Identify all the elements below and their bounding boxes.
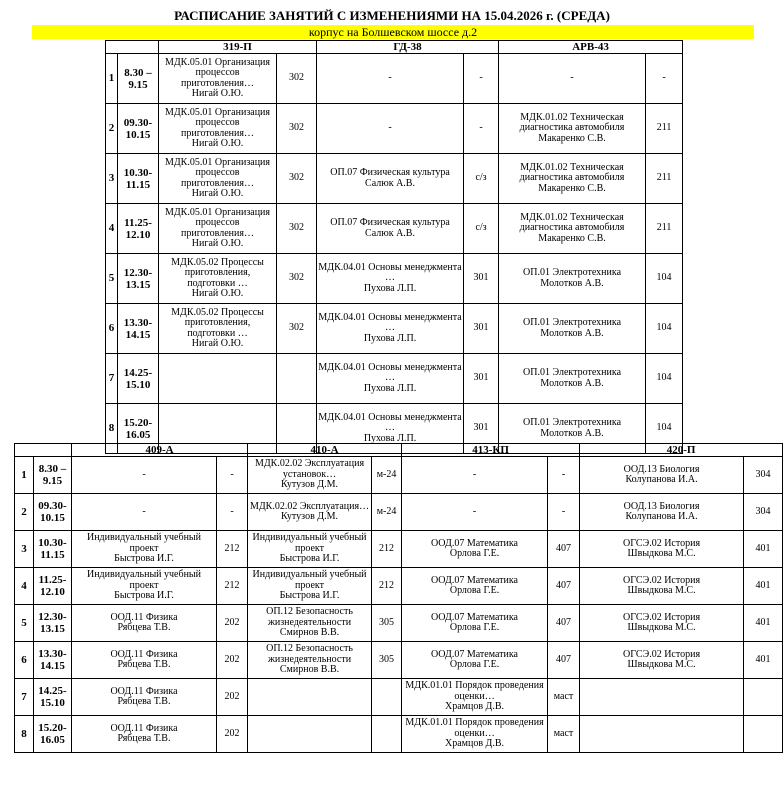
subject-name: МДК.05.01 Организация процессов приготовления… [164, 56, 271, 89]
lesson-number: 7 [15, 679, 34, 716]
table-row [106, 354, 683, 404]
lesson-cell [580, 457, 744, 494]
room-number: 301 [464, 304, 499, 354]
subject-name: МДК.01.01 Порядок проведения оценки… [405, 717, 544, 739]
subject-name: МДК.01.02 Техническая диагностика автомобиля [519, 211, 625, 234]
subject-name: МДК.04.01 Основы менеджмента … [318, 361, 462, 384]
room-number: 304 [744, 457, 783, 494]
room-number [744, 679, 783, 716]
lesson-cell [499, 54, 646, 104]
subject-name: Индивидуальный учебный проект [252, 569, 367, 591]
lesson-number: 5 [106, 254, 118, 304]
room-number: с/з [464, 154, 499, 204]
teacher-name: Храмцов Д.В. [445, 701, 505, 713]
room-number: м-24 [372, 494, 402, 531]
room-number: 401 [744, 568, 783, 605]
subject-name: ОГСЭ.02 История [623, 611, 701, 623]
room-number: 212 [217, 568, 248, 605]
teacher-name: Швыдкова М.С. [627, 622, 696, 633]
room-number: 212 [372, 568, 402, 605]
teacher-name: Орлова Г.Е. [449, 585, 500, 596]
group-header: 413-КП [402, 444, 580, 457]
lesson-cell [580, 531, 744, 568]
table-row [106, 154, 683, 204]
subject-name: ООД.11 Физика [110, 685, 178, 697]
lesson-time: 15.20- 16.05 [34, 716, 72, 753]
lesson-cell [248, 568, 372, 605]
room-number: 302 [277, 54, 317, 104]
subject-name: МДК.05.02 Процессы приготовления, подготовки … [171, 306, 264, 339]
lesson-cell [317, 204, 464, 254]
lesson-number: 8 [15, 716, 34, 753]
lesson-cell [499, 204, 646, 254]
teacher-name: Быстрова И.Г. [279, 590, 340, 602]
lesson-cell [402, 605, 548, 642]
room-number: 301 [464, 254, 499, 304]
room-number: 211 [646, 154, 683, 204]
teacher-name: Нигай О.Ю. [191, 238, 244, 249]
table-row [106, 104, 683, 154]
lesson-time: 11.25- 12.10 [34, 568, 72, 605]
subject-name: МДК.01.02 Техническая диагностика автомобиля [519, 111, 625, 134]
group-header: АРВ-43 [499, 41, 683, 54]
lesson-cell [248, 642, 372, 679]
subject-name: - [142, 505, 146, 517]
table-row [15, 531, 783, 568]
teacher-name: Макаренко С.В. [538, 232, 606, 244]
room-number: 407 [548, 568, 580, 605]
lesson-number: 4 [15, 568, 34, 605]
lesson-cell [248, 605, 372, 642]
lesson-cell [317, 154, 464, 204]
lesson-cell [317, 54, 464, 104]
subject-name: ООД.13 Биология [623, 463, 700, 475]
subject-name: МДК.05.01 Организация процессов приготовления… [164, 106, 271, 139]
table-row [106, 204, 683, 254]
subject-name: ОП.07 Физическая культура [330, 167, 450, 178]
room-number: - [646, 54, 683, 104]
subject-name: Индивидуальный учебный проект [252, 532, 367, 554]
lesson-number: 8 [106, 404, 118, 454]
room-number: 401 [744, 605, 783, 642]
lesson-cell [72, 605, 217, 642]
lesson-cell [159, 204, 277, 254]
teacher-name: Салюк А.В. [365, 227, 415, 239]
lesson-cell [159, 54, 277, 104]
lesson-number: 2 [106, 104, 118, 154]
room-number: 407 [548, 642, 580, 679]
table-row [106, 304, 683, 354]
room-number: 212 [372, 531, 402, 568]
teacher-name: Рябцева Т.В. [117, 622, 171, 633]
teacher-name: Нигай О.Ю. [191, 288, 244, 299]
room-number: 202 [217, 679, 248, 716]
subject-name: ОП.01 Электротехника [523, 317, 622, 328]
room-number: 302 [277, 104, 317, 154]
subject-name: МДК.01.02 Техническая диагностика автомобиля [519, 161, 625, 184]
lesson-cell [580, 642, 744, 679]
teacher-name: Орлова Г.Е. [449, 659, 500, 670]
lesson-cell [580, 679, 744, 716]
lesson-number: 6 [15, 642, 34, 679]
subject-name: - [388, 122, 392, 134]
subject-name: МДК.05.02 Процессы приготовления, подготовки … [171, 256, 264, 289]
subject-name: Индивидуальный учебный проект [86, 532, 202, 554]
table-row [15, 642, 783, 679]
teacher-name: Быстрова И.Г. [114, 590, 174, 602]
lesson-cell [402, 716, 548, 753]
table-header [106, 41, 683, 54]
subject-name: МДК.04.01 Основы менеджмента … [318, 261, 462, 284]
lesson-time: 15.20- 16.05 [118, 404, 159, 454]
room-number: 211 [646, 204, 683, 254]
teacher-name: Нигай О.Ю. [191, 88, 244, 99]
subject-name: - [570, 72, 574, 84]
teacher-name: Кутузов Д.М. [281, 511, 338, 522]
teacher-name: Рябцева Т.В. [117, 696, 171, 707]
table-row [15, 494, 783, 531]
lesson-time: 09.30- 10.15 [34, 494, 72, 531]
subject-name: МДК.05.01 Организация процессов приготовления… [164, 206, 271, 239]
lesson-time: 13.30- 14.15 [118, 304, 159, 354]
room-number: 301 [464, 354, 499, 404]
subject-name: МДК.05.01 Организация процессов приготовления… [164, 156, 271, 189]
room-number: 104 [646, 304, 683, 354]
teacher-name: Нигай О.Ю. [191, 188, 244, 199]
lesson-cell [499, 104, 646, 154]
subject-name: ОП.12 Безопасность жизнедеятельности [266, 643, 353, 665]
room-number: 301 [464, 404, 499, 454]
lesson-cell [317, 254, 464, 304]
lesson-cell [248, 457, 372, 494]
subject-name: ОП.01 Электротехника [523, 367, 622, 378]
lesson-time: 11.25- 12.10 [118, 204, 159, 254]
lesson-time: 8.30 – 9.15 [118, 54, 159, 104]
room-number: 211 [646, 104, 683, 154]
lesson-cell [159, 304, 277, 354]
room-number: 401 [744, 531, 783, 568]
lesson-cell [402, 679, 548, 716]
building-subtitle: корпус на Болшевском шоссе д.2 [32, 25, 754, 39]
teacher-name: Молотков А.В. [540, 277, 604, 289]
lesson-cell [248, 679, 372, 716]
subject-name: ООД.07 Математика [431, 574, 518, 586]
lesson-cell [159, 354, 277, 404]
lesson-cell [499, 354, 646, 404]
teacher-name: Нигай О.Ю. [191, 138, 244, 149]
room-number: 302 [277, 204, 317, 254]
room-number: с/з [464, 204, 499, 254]
subject-name: Индивидуальный учебный проект [86, 569, 202, 591]
room-number: 305 [372, 642, 402, 679]
teacher-name: Молотков А.В. [540, 427, 604, 439]
lesson-cell [402, 642, 548, 679]
group-header: 410-А [248, 444, 402, 457]
lesson-time: 12.30- 13.15 [118, 254, 159, 304]
lesson-cell [402, 531, 548, 568]
lesson-cell [248, 494, 372, 531]
room-number: 304 [744, 494, 783, 531]
teacher-name: Пухова Л.П. [363, 332, 417, 344]
room-number: 305 [372, 605, 402, 642]
lesson-cell [248, 716, 372, 753]
room-number: 302 [277, 304, 317, 354]
room-number: 302 [277, 154, 317, 204]
room-number: 202 [217, 716, 248, 753]
lesson-cell [402, 494, 548, 531]
subject-name: МДК.01.01 Порядок проведения оценки… [405, 680, 544, 702]
table-row [15, 679, 783, 716]
subject-name: ООД.07 Математика [431, 537, 518, 549]
group-header: 319-П [159, 41, 317, 54]
group-header: 409-А [72, 444, 248, 457]
teacher-name: Колупанова И.А. [625, 511, 698, 522]
table-row [15, 716, 783, 753]
lesson-cell [580, 605, 744, 642]
lesson-cell [72, 642, 217, 679]
lesson-time: 8.30 – 9.15 [34, 457, 72, 494]
room-number: 212 [217, 531, 248, 568]
lesson-cell [159, 154, 277, 204]
group-header: ГД-38 [317, 41, 499, 54]
teacher-name: Пухова Л.П. [363, 432, 417, 444]
subject-name: ООД.11 Физика [110, 722, 178, 734]
subject-name: - [472, 468, 477, 480]
teacher-name: Швыдкова М.С. [627, 585, 696, 596]
room-number: 407 [548, 605, 580, 642]
teacher-name: Орлова Г.Е. [449, 548, 500, 559]
subject-name: - [142, 468, 146, 480]
teacher-name: Быстрова И.Г. [279, 553, 340, 565]
lesson-cell [72, 531, 217, 568]
lesson-number: 6 [106, 304, 118, 354]
lesson-time: 12.30- 13.15 [34, 605, 72, 642]
room-number: - [217, 494, 248, 531]
teacher-name: Смирнов В.В. [279, 627, 340, 639]
table-header [15, 444, 783, 457]
lesson-cell [72, 679, 217, 716]
lesson-number: 3 [15, 531, 34, 568]
subject-name: МДК.04.01 Основы менеджмента … [318, 311, 462, 334]
teacher-name: Рябцева Т.В. [117, 659, 171, 670]
lesson-cell [317, 304, 464, 354]
lesson-cell [499, 254, 646, 304]
subject-name: ОП.12 Безопасность жизнедеятельности [266, 606, 353, 628]
lesson-cell [72, 568, 217, 605]
teacher-name: Молотков А.В. [540, 377, 604, 389]
lesson-cell [580, 494, 744, 531]
subject-name: ОГСЭ.02 История [623, 537, 701, 549]
teacher-name: Пухова Л.П. [363, 382, 417, 394]
room-number: маст [548, 716, 580, 753]
teacher-name: Смирнов В.В. [279, 664, 340, 676]
room-number: 104 [646, 404, 683, 454]
lesson-cell [159, 104, 277, 154]
subject-name: ОП.07 Физическая культура [330, 217, 450, 228]
teacher-name: Храмцов Д.В. [445, 738, 505, 750]
room-number: - [548, 457, 580, 494]
lesson-cell [402, 457, 548, 494]
lesson-number: 7 [106, 354, 118, 404]
group-header: 420-П [580, 444, 783, 457]
room-number [372, 716, 402, 753]
lesson-time: 10.30- 11.15 [118, 154, 159, 204]
teacher-name: Пухова Л.П. [363, 282, 417, 294]
room-number: 104 [646, 254, 683, 304]
teacher-name: Макаренко С.В. [538, 182, 606, 194]
subject-name: - [472, 505, 477, 517]
lesson-time: 09.30- 10.15 [118, 104, 159, 154]
subject-name: ООД.11 Физика [110, 611, 178, 623]
table-row [106, 254, 683, 304]
teacher-name: Быстрова И.Г. [114, 553, 174, 565]
teacher-name: Макаренко С.В. [538, 132, 606, 144]
lesson-cell [72, 716, 217, 753]
subject-name: ОГСЭ.02 История [623, 648, 701, 660]
teacher-name: Орлова Г.Е. [449, 622, 500, 633]
subject-name: ООД.07 Математика [431, 611, 518, 623]
subject-name: ОГСЭ.02 История [623, 574, 701, 586]
room-number: - [464, 54, 499, 104]
table-row [15, 605, 783, 642]
lesson-number: 1 [15, 457, 34, 494]
lesson-cell [317, 104, 464, 154]
lesson-cell [72, 494, 217, 531]
room-number: 202 [217, 605, 248, 642]
lesson-cell [499, 304, 646, 354]
room-number: маст [548, 679, 580, 716]
lesson-time: 14.25- 15.10 [118, 354, 159, 404]
lesson-time: 14.25- 15.10 [34, 679, 72, 716]
lesson-number: 2 [15, 494, 34, 531]
lesson-time: 13.30- 14.15 [34, 642, 72, 679]
room-number: 302 [277, 254, 317, 304]
subject-name: ООД.11 Физика [110, 648, 178, 660]
lesson-cell [499, 154, 646, 204]
room-number: 407 [548, 531, 580, 568]
room-number [744, 716, 783, 753]
lesson-cell [580, 568, 744, 605]
page-title: РАСПИСАНИЕ ЗАНЯТИЙ С ИЗМЕНЕНИЯМИ НА 15.04.2026 г. (СРЕДА) [174, 8, 610, 23]
lesson-cell [159, 254, 277, 304]
schedule-table-2 [14, 443, 783, 753]
lesson-number: 3 [106, 154, 118, 204]
room-number: м-24 [372, 457, 402, 494]
teacher-name: Нигай О.Ю. [191, 338, 244, 349]
subject-name: МДК.04.01 Основы менеджмента … [318, 411, 462, 434]
subject-name: МДК.02.02 Эксплуатация установок… [254, 458, 365, 480]
subject-name: ООД.13 Биология [623, 500, 700, 512]
teacher-name: Рябцева Т.В. [117, 733, 171, 744]
subject-name: ОП.01 Электротехника [523, 267, 622, 278]
teacher-name: Кутузов Д.М. [281, 479, 338, 491]
teacher-name: Швыдкова М.С. [627, 659, 696, 670]
teacher-name: Швыдкова М.С. [627, 548, 696, 559]
table-row [15, 457, 783, 494]
lesson-time: 10.30- 11.15 [34, 531, 72, 568]
lesson-number: 1 [106, 54, 118, 104]
room-number: - [464, 104, 499, 154]
room-number: - [548, 494, 580, 531]
room-number [277, 354, 317, 404]
teacher-name: Салюк А.В. [365, 177, 415, 189]
lesson-cell [248, 531, 372, 568]
subject-name: - [388, 72, 392, 84]
lesson-cell [72, 457, 217, 494]
teacher-name: Молотков А.В. [540, 327, 604, 339]
lesson-cell [402, 568, 548, 605]
lesson-cell [317, 354, 464, 404]
room-number: 104 [646, 354, 683, 404]
table-row [106, 54, 683, 104]
lesson-number: 4 [106, 204, 118, 254]
room-number: 401 [744, 642, 783, 679]
teacher-name: Колупанова И.А. [625, 474, 698, 485]
subject-name: ОП.01 Электротехника [523, 417, 622, 428]
table-row [15, 568, 783, 605]
schedule-table-1 [105, 40, 683, 454]
subject-name: ООД.07 Математика [431, 648, 518, 660]
room-number: - [217, 457, 248, 494]
room-number: 202 [217, 642, 248, 679]
lesson-cell [580, 716, 744, 753]
lesson-number: 5 [15, 605, 34, 642]
subject-name: МДК.02.02 Эксплуатация… [249, 500, 370, 512]
room-number [372, 679, 402, 716]
